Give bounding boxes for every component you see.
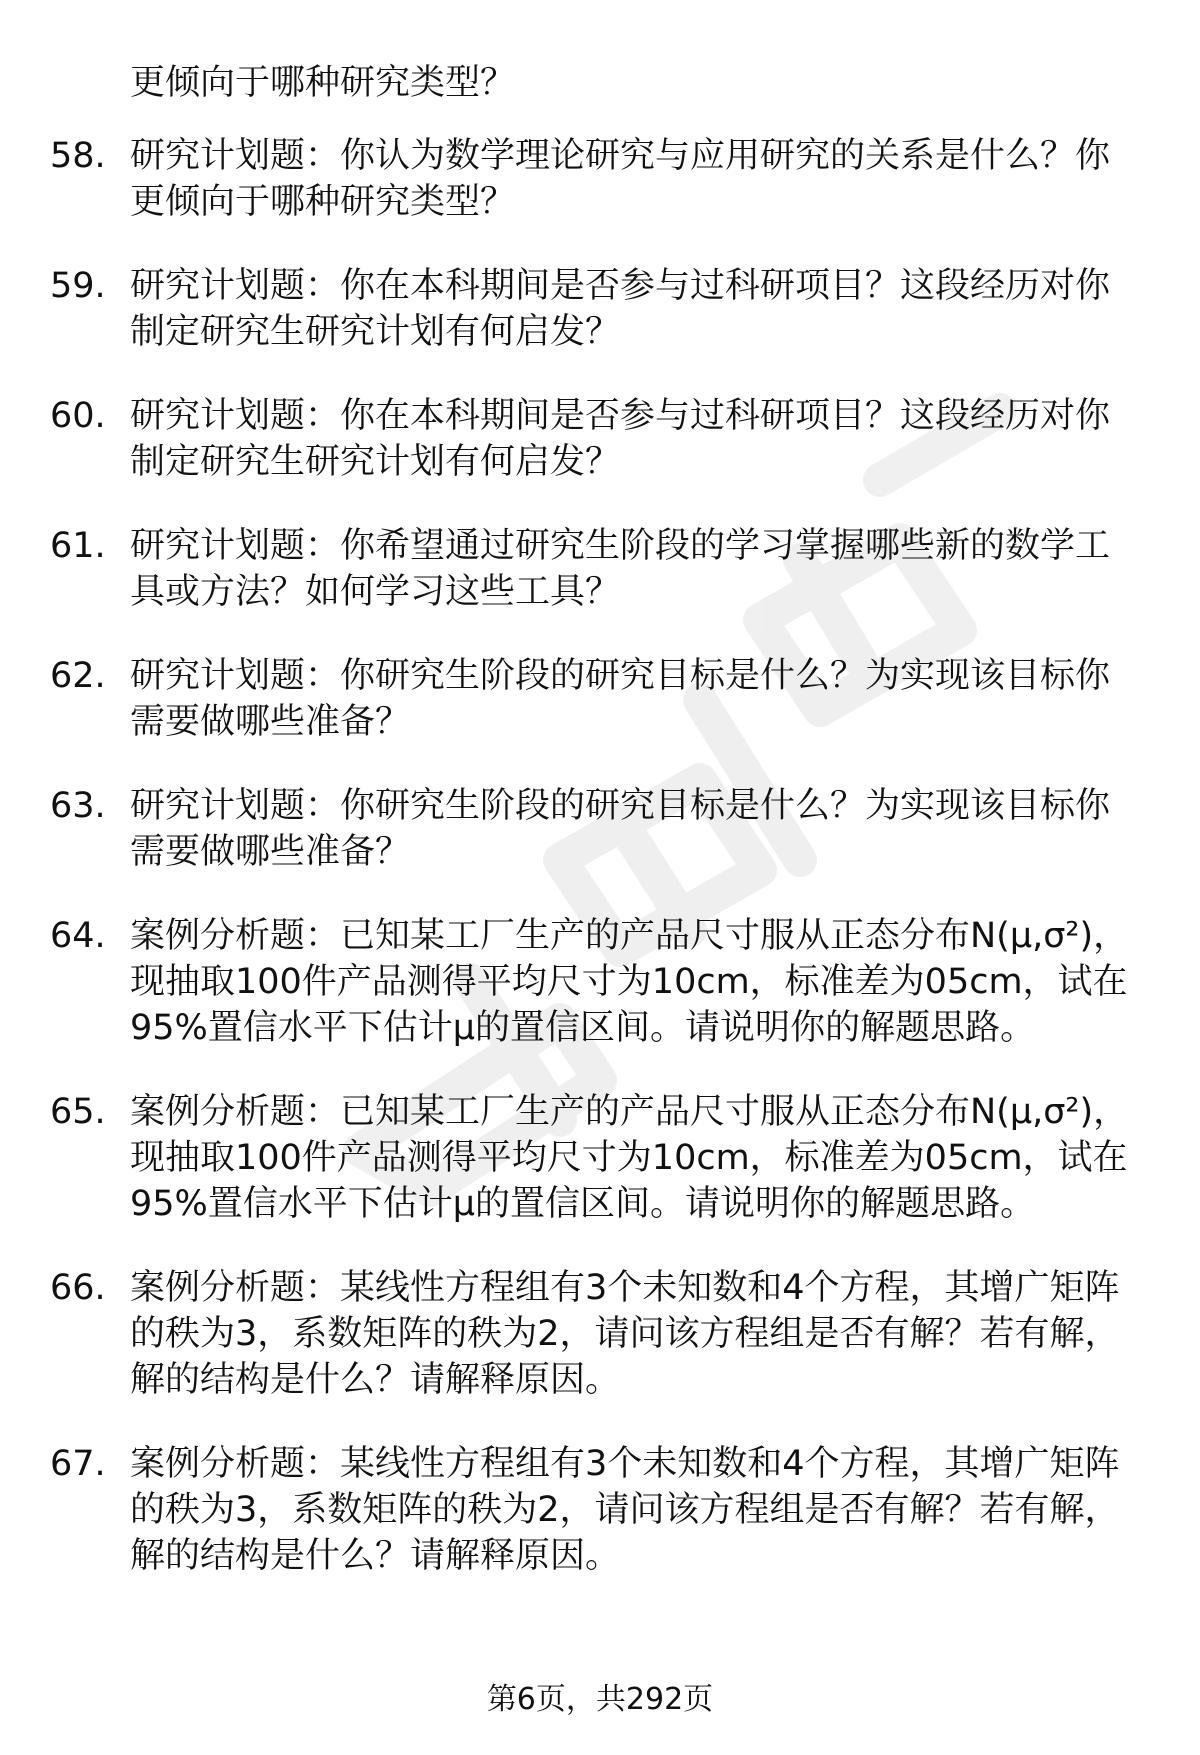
question-text: 研究计划题：你希望通过研究生阶段的学习掌握哪些新的数学工具或方法？如何学习这些工具？ [130, 526, 1111, 612]
question-item [0, 133, 1200, 225]
question-text: 研究计划题：你认为数学理论研究与应用研究的关系是什么？你更倾向于哪种研究类型？ [130, 136, 1111, 222]
question-item [0, 523, 1200, 615]
question-number: 60. [50, 396, 106, 436]
question-number: 61. [50, 526, 106, 566]
question-text: 研究计划题：你在本科期间是否参与过科研项目？这段经历对你制定研究生研究计划有何启发？ [130, 266, 1111, 352]
question-list [0, 133, 1200, 1617]
question-number: 67. [50, 1444, 106, 1484]
question-text: 案例分析题：已知某工厂生产的产品尺寸服从正态分布N(μ,σ²)，现抽取100件产品测得平均尺寸为10cm，标准差为05cm，试在95%置信水平下估计μ的置信区间。请说明你的解题思路。 [130, 1092, 1129, 1224]
question-number: 63. [50, 786, 106, 826]
question-number: 66. [50, 1268, 106, 1308]
question-item [0, 263, 1200, 355]
continued-question-text: 更倾向于哪种研究类型？ [130, 63, 516, 103]
question-number: 65. [50, 1092, 106, 1132]
question-text: 案例分析题：某线性方程组有3个未知数和4个方程，其增广矩阵的秩为3，系数矩阵的秩为2，请问该方程组是否有解？若有解，解的结构是什么？请解释原因。 [130, 1444, 1120, 1576]
question-number: 59. [50, 266, 106, 306]
question-item [0, 1089, 1200, 1227]
question-item [0, 1441, 1200, 1579]
question-item [0, 913, 1200, 1051]
question-text: 研究计划题：你在本科期间是否参与过科研项目？这段经历对你制定研究生研究计划有何启发？ [130, 396, 1111, 482]
question-number: 64. [50, 916, 106, 956]
question-item [0, 653, 1200, 745]
question-item [0, 783, 1200, 875]
question-number: 62. [50, 656, 106, 696]
question-number: 58. [50, 136, 106, 176]
question-item [0, 1265, 1200, 1403]
page-footer: 第6页，共292页 [486, 1682, 714, 1717]
question-item [0, 393, 1200, 485]
question-text: 研究计划题：你研究生阶段的研究目标是什么？为实现该目标你需要做哪些准备？ [130, 786, 1111, 872]
question-text: 研究计划题：你研究生阶段的研究目标是什么？为实现该目标你需要做哪些准备？ [130, 656, 1111, 742]
question-text: 案例分析题：某线性方程组有3个未知数和4个方程，其增广矩阵的秩为3，系数矩阵的秩为2，请问该方程组是否有解？若有解，解的结构是什么？请解释原因。 [130, 1268, 1120, 1400]
question-text: 案例分析题：已知某工厂生产的产品尺寸服从正态分布N(μ,σ²)，现抽取100件产品测得平均尺寸为10cm，标准差为05cm，试在95%置信水平下估计μ的置信区间。请说明你的解题思路。 [130, 916, 1129, 1048]
